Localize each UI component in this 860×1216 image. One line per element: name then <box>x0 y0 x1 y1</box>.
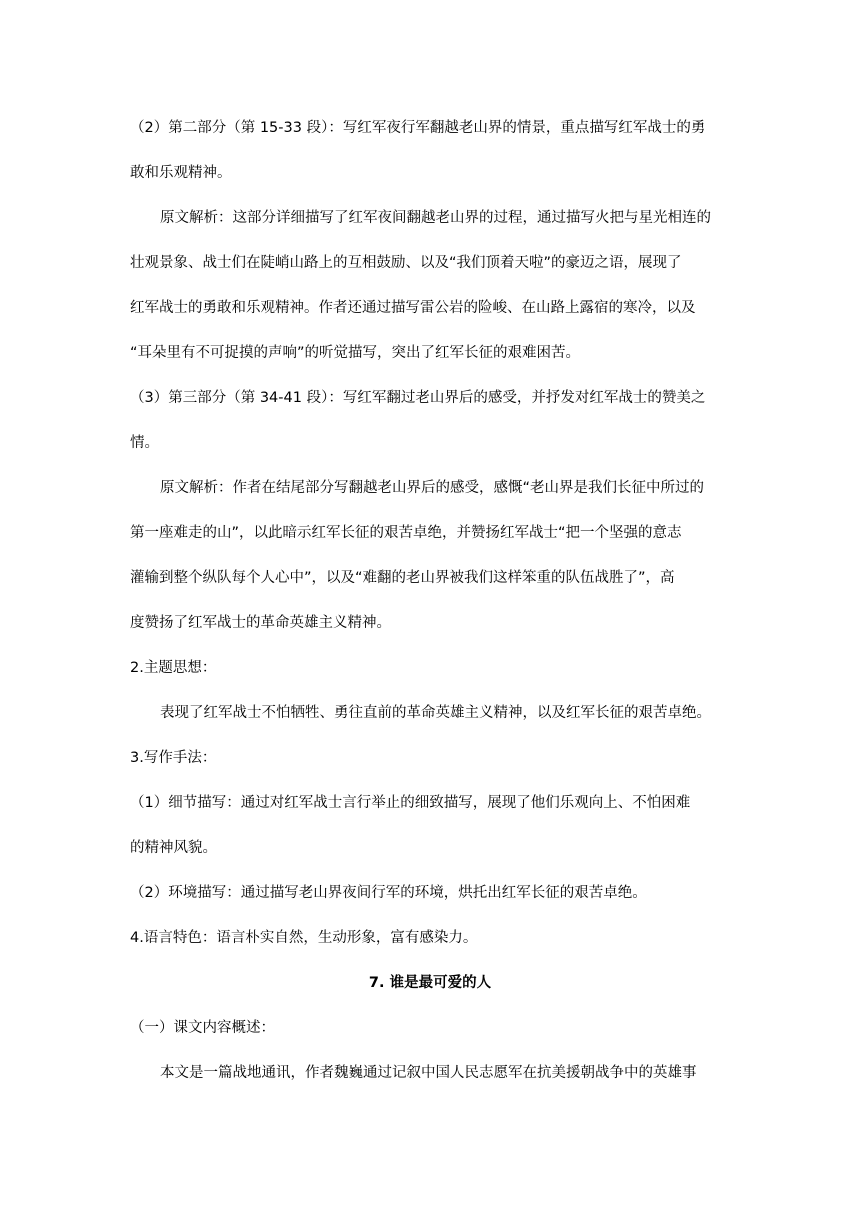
paragraph-line: 的精神风貌。 <box>130 840 217 856</box>
paragraph-line: 原文解析：作者在结尾部分写翻越老山界后的感受，感慨“老山界是我们长征中所过的 <box>160 480 705 496</box>
paragraph-line: 第一座难走的山”，以此暗示红军长征的艰苦卓绝，并赞扬红军战士“把一个坚强的意志 <box>130 525 682 541</box>
paragraph-line: 壮观景象、战士们在陡峭山路上的互相鼓励、以及“我们顶着天啦”的豪迈之语，展现了 <box>130 255 682 271</box>
paragraph-line: 灌输到整个纵队每个人心中”，以及“难翻的老山界被我们这样笨重的队伍战胜了”，高 <box>130 570 675 586</box>
section-heading: 2.主题思想： <box>130 660 217 676</box>
paragraph-line: （2）第二部分（第 15-33 段）：写红军夜行军翻越老山界的情景，重点描写红军战士的勇 <box>130 120 706 136</box>
paragraph-line: （1）细节描写：通过对红军战士言行举止的细致描写，展现了他们乐观向上、不怕困难 <box>130 795 691 811</box>
paragraph-line: 度赞扬了红军战士的革命英雄主义精神。 <box>130 615 391 631</box>
paragraph-line: （3）第三部分（第 34-41 段）：写红军翻过老山界后的感受，并抒发对红军战士的赞美之 <box>130 390 706 406</box>
paragraph-line: 原文解析：这部分详细描写了红军夜间翻越老山界的过程，通过描写火把与星光相连的 <box>160 210 711 226</box>
paragraph-line: （2）环境描写：通过描写老山界夜间行军的环境，烘托出红军长征的艰苦卓绝。 <box>130 885 647 901</box>
section-heading: 4.语言特色：语言朴实自然，生动形象，富有感染力。 <box>130 930 478 946</box>
chapter-title: 7. 谁是最可爱的人 <box>368 975 492 991</box>
paragraph-line: 本文是一篇战地通讯，作者魏巍通过记叙中国人民志愿军在抗美援朝战争中的英雄事 <box>160 1065 697 1081</box>
paragraph-line: “耳朵里有不可捉摸的声响”的听觉描写，突出了红军长征的艰难困苦。 <box>130 345 581 361</box>
section-heading: （一）课文内容概述： <box>130 1020 275 1036</box>
paragraph-line: 情。 <box>130 435 159 451</box>
paragraph-line: 红军战士的勇敢和乐观精神。作者还通过描写雷公岩的险峻、在山路上露宿的寒冷，以及 <box>130 300 696 316</box>
paragraph-line: 敢和乐观精神。 <box>130 165 232 181</box>
paragraph-line: 表现了红军战士不怕牺牲、勇往直前的革命英雄主义精神，以及红军长征的艰苦卓绝。 <box>160 705 711 721</box>
section-heading: 3.写作手法： <box>130 750 217 766</box>
